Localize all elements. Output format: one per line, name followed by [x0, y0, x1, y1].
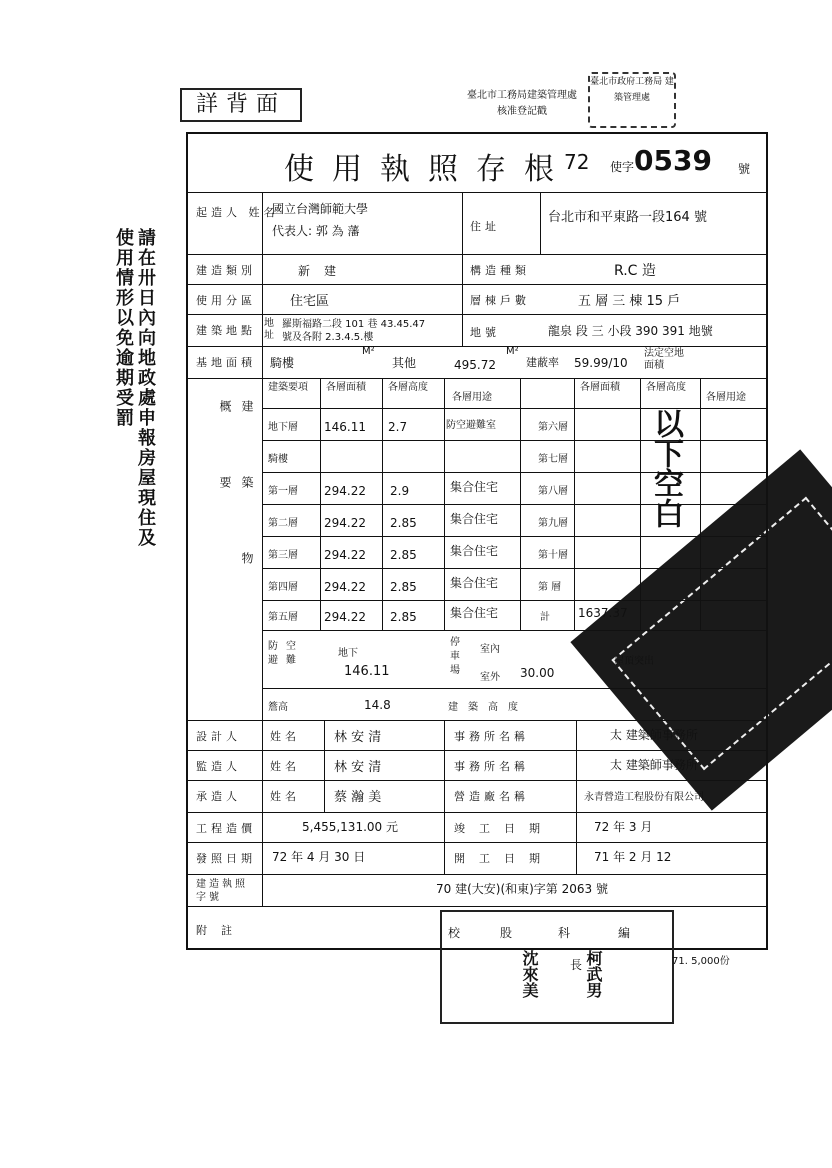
- row-use: 集合住宅: [450, 576, 499, 590]
- total-height-label: 建築高度: [448, 702, 528, 713]
- approval-division: 科: [558, 926, 571, 940]
- row-area: 294.22: [324, 516, 366, 530]
- coverage-value: 59.99/10: [574, 356, 628, 370]
- parking-indoor: 室內: [480, 644, 500, 655]
- contractor-name: 蔡 瀚 美: [334, 790, 382, 805]
- legal-area-label: 法定空地面積: [644, 348, 684, 371]
- area-building: 騎樓: [270, 356, 295, 370]
- total-area: 1637.37: [578, 606, 628, 620]
- row-height: 2.85: [390, 610, 417, 624]
- row-item: 騎樓: [268, 454, 288, 465]
- row-item-right: 第七層: [538, 454, 568, 465]
- col-area-header: 各層面積: [326, 382, 366, 393]
- shelter-value: 146.11: [344, 664, 390, 679]
- row-use: 集合住宅: [450, 606, 499, 620]
- form-number: 0539: [634, 144, 712, 177]
- applicant-value: 國立台灣師範大學: [272, 202, 369, 216]
- zoning-value: 住宅區: [290, 294, 330, 309]
- lot-value: 龍泉 段 三 小段 390 391 地號: [548, 324, 713, 338]
- area-unit-1: M²: [362, 346, 375, 357]
- row-item-right: 第 層: [538, 582, 562, 593]
- building-type-value: 新建: [298, 264, 351, 278]
- address-value: 台北市和平東路一段164 號: [548, 210, 707, 225]
- approval-section: 股: [500, 926, 513, 940]
- row-height: 2.9: [390, 484, 410, 498]
- designer-name-label: 姓名: [270, 730, 300, 743]
- area-other: 其他: [392, 356, 417, 370]
- col-height-header: 各層高度: [388, 382, 428, 393]
- supervisor-office: 太 建築師事務所: [610, 758, 698, 772]
- area-unit-2: M²: [506, 346, 519, 357]
- approval-chief: 長: [570, 958, 583, 972]
- row-item-right: 第八層: [538, 486, 568, 497]
- parking-label: 停車場: [450, 637, 460, 676]
- col-height-header-right: 各層高度: [646, 382, 686, 393]
- issue-value: 72 年 4 月 30 日: [272, 850, 366, 864]
- contractor-name-label: 姓名: [270, 790, 300, 803]
- supervisor-label: 監造人: [196, 760, 241, 773]
- print-run: 71. 5,000份: [672, 956, 730, 967]
- form-prefix: 使字: [610, 160, 635, 174]
- parking-outdoor-value: 30.00: [520, 666, 555, 680]
- contractor-company-label: 營造廠名稱: [454, 790, 529, 803]
- address-label: 住址: [470, 220, 500, 233]
- designer-label: 設計人: [196, 730, 241, 743]
- structure-value: R.C 造: [614, 263, 656, 279]
- col-use-header: 各層用途: [452, 392, 492, 403]
- shelter-sub: 地下: [338, 648, 358, 659]
- supervisor-name: 林 安 清: [334, 760, 382, 775]
- supervisor-name-label: 姓名: [270, 760, 300, 773]
- floors-value: 五 層 三 棟 15 戶: [578, 294, 681, 309]
- stamp-registration: 臺北市工務局建築管理處 核准登記戳: [467, 90, 577, 117]
- row-height: 2.85: [390, 516, 417, 530]
- form-title-row: [186, 134, 768, 192]
- contractor-company: 永青營造工程股份有限公司: [584, 792, 704, 803]
- row-use: 集合住宅: [450, 544, 499, 558]
- applicant-label: 起造人 姓名: [196, 206, 279, 219]
- form-suffix: 號: [738, 162, 751, 176]
- approval-name-2: 柯武男: [584, 950, 603, 998]
- form-year: 72: [564, 150, 590, 174]
- completion-value: 72 年 3 月: [594, 820, 653, 834]
- issue-label: 發照日期: [196, 852, 256, 865]
- stamp-see-back: 詳背面: [180, 88, 302, 122]
- row-height: 2.85: [390, 580, 417, 594]
- eaves-label: 簷高: [268, 702, 288, 713]
- building-type-label: 建造類別: [196, 264, 256, 277]
- row-use: 防空避難室: [446, 420, 496, 431]
- structure-label: 構造種類: [470, 264, 530, 277]
- permit-label: 建造執照字號: [196, 879, 248, 903]
- row-item-right: 第十層: [538, 550, 568, 561]
- start-label: 開工日期: [454, 852, 554, 865]
- row-area: 294.22: [324, 548, 366, 562]
- row-height: 2.85: [390, 548, 417, 562]
- cost-value: 5,455,131.00 元: [302, 820, 398, 834]
- parking-outdoor: 室外: [480, 672, 500, 683]
- designer-office-label: 事務所名稱: [454, 730, 529, 743]
- site-prefix: 地址: [264, 318, 274, 341]
- area-other-value: 495.72: [454, 358, 496, 372]
- approval-edit: 編: [618, 926, 631, 940]
- row-item: 第一層: [268, 486, 298, 497]
- approval-name-1: 沈來美: [520, 950, 539, 998]
- row-item: 第三層: [268, 550, 298, 561]
- area-label: 基地面積: [196, 356, 256, 369]
- stamp-management: 臺北市政府工務局 建築管理處: [588, 72, 676, 128]
- designer-office: 太 建築師事務所: [610, 728, 698, 742]
- col-use-header-right: 各層用途: [706, 392, 746, 403]
- row-item: 第四層: [268, 582, 298, 593]
- shelter-label: 防空避難: [268, 641, 304, 666]
- row-item-right: 第九層: [538, 518, 568, 529]
- row-item: 地下層: [268, 422, 298, 433]
- approval-school: 校: [448, 926, 461, 940]
- row-item: 第五層: [268, 612, 298, 623]
- lot-label: 地號: [470, 326, 500, 339]
- row-item-right: 第六層: [538, 422, 568, 433]
- cost-label: 工程造價: [196, 822, 256, 835]
- row-area: 294.22: [324, 610, 366, 624]
- floors-label: 層棟戶數: [470, 294, 530, 307]
- row-use: 集合住宅: [450, 512, 499, 526]
- side-note: 請在卅日內向地政處申報房屋現住及使用情形以免逾期受罰: [113, 228, 156, 548]
- row-item-right: 計: [540, 612, 550, 623]
- row-item: 第二層: [268, 518, 298, 529]
- contractor-label: 承造人: [196, 790, 241, 803]
- blank-handwritten: 以下空白: [648, 408, 683, 528]
- approval-block: [440, 910, 674, 1024]
- row-height: 2.7: [388, 420, 408, 434]
- row-area: 294.22: [324, 580, 366, 594]
- row-area: 146.11: [324, 420, 366, 434]
- building-summary-label: 建築物概要: [218, 400, 254, 628]
- roof-label: 屋頂突出: [614, 656, 654, 667]
- designer-name: 林 安 清: [334, 730, 382, 745]
- representative-value: 代表人: 郭 為 藩: [272, 224, 360, 238]
- permit-value: 70 建(大安)(和東)字第 2063 號: [436, 882, 608, 896]
- eaves-value: 14.8: [364, 698, 391, 712]
- coverage-label: 建蔽率: [526, 356, 559, 369]
- completion-label: 竣工日期: [454, 822, 554, 835]
- col-item-header: 建築要項: [268, 382, 308, 393]
- col-area-header-right: 各層面積: [580, 382, 620, 393]
- start-value: 71 年 2 月 12: [594, 850, 672, 864]
- site-address: 羅斯福路二段 101 巷 43.45.47 號及各附 2.3.4.5.樓: [282, 319, 426, 343]
- row-area: 294.22: [324, 484, 366, 498]
- row-use: 集合住宅: [450, 480, 499, 494]
- zoning-label: 使用分區: [196, 294, 256, 307]
- supervisor-office-label: 事務所名稱: [454, 760, 529, 773]
- form-title: 使用執照存根: [284, 152, 572, 187]
- note-label: 附註: [196, 924, 246, 937]
- site-label: 建築地點: [196, 324, 256, 337]
